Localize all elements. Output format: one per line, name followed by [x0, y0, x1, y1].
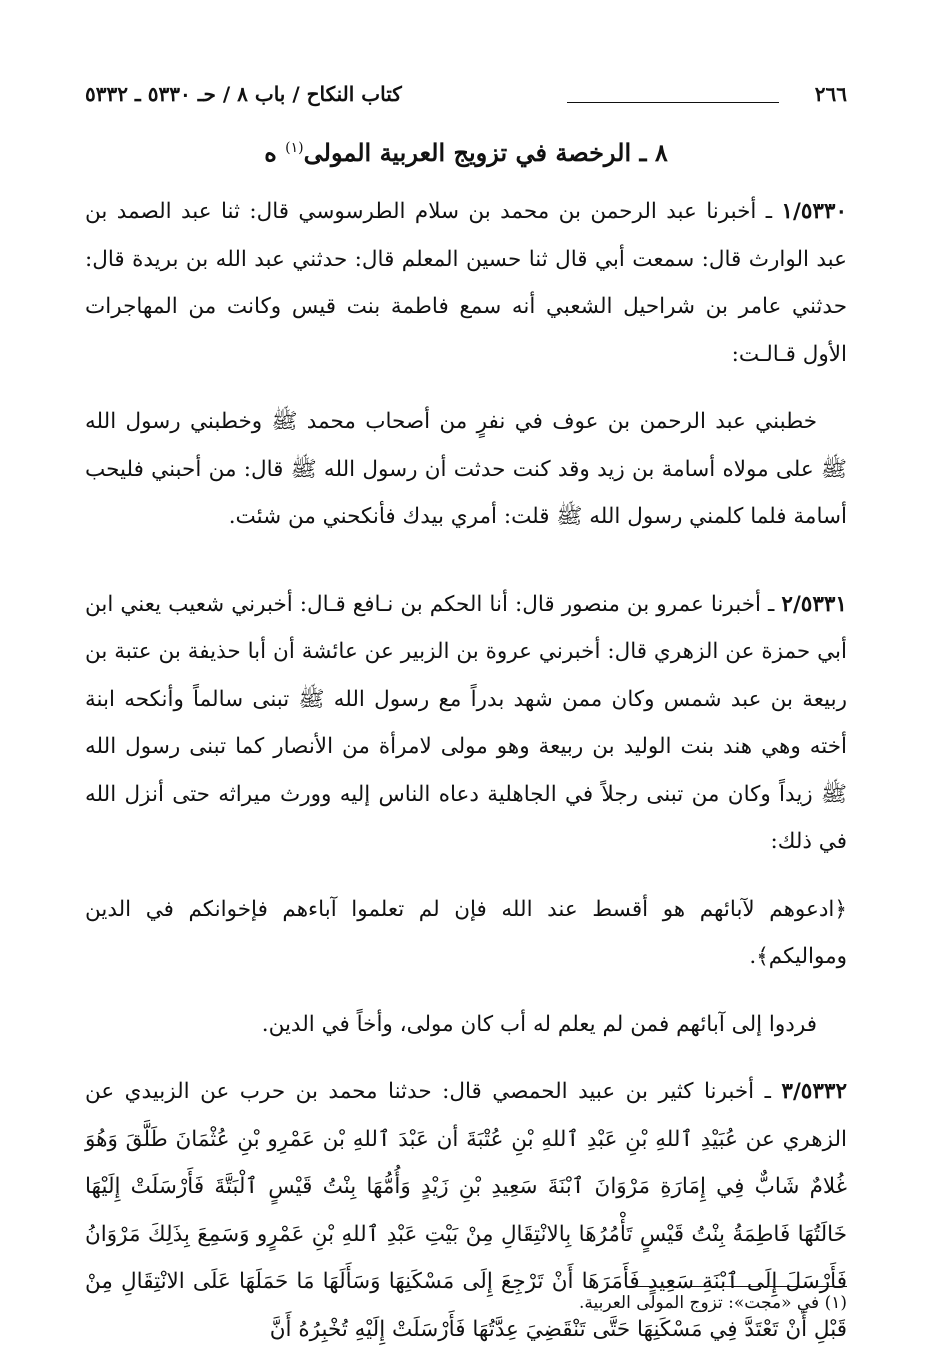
running-header [85, 82, 847, 112]
footnote-rule [629, 1286, 847, 1287]
quran-quote: ﴿ادعوهم لآبائهم هو أقسط عند الله فإن لم تعلموا آباءهم فإخوانكم في الدين ومواليكم﴾. [85, 896, 847, 969]
running-title: كتاب النكاح / باب ٨ / حـ ٥٣٣٠ ـ ٥٣٣٢ [85, 82, 402, 106]
footnote: (١) في «مجت»: تزوج المولى العربية. [578, 1293, 847, 1313]
hadith-number: ١/٥٣٣٠ [781, 199, 848, 224]
hadith-5331-text [85, 581, 847, 866]
paragraph-gap [85, 866, 847, 886]
hadith-body: ـ أخبرنا كثير بن عبيد الحمصي قال: حدثنا محمد بن حرب عن الزبيدي عن الزهري عن عُبَيْدِ ٱللهِ بْنِ عَبْدِ ٱللهِ بْنِ عُتْبَةَ أن عَبْدَ ٱللهِ بْن عَمْرِو بْنِ عُثْمَانَ طَلَّقَ وَهُوَ غُلامٌ شَابٌّ فِي إِمَارَةِ مَرْوَانَ ٱبْنَةَ سَعِيدِ بْنِ زَيْدٍ وَأُمُّهَا بِنْتُ قَيْسٍ ٱلْبَتَّةَ فَأَرْسَلَتْ إِلَيْهَا خَالَتُهَا فَاطِمَةُ بِنْتُ قَيْسٍ تَأْمُرُهَا بِالانْتِقَالِ مِنْ بَيْتِ عَبْدِ ٱللهِ بْنِ عَمْرٍو وَسَمِعَ بِذَلِكَ مَرْوَانُ فَأَرْسَلَ إِلَى ٱبْنَةِ سَعِيدٍ فَأَمَرَهَا أَنْ تَرْجِعَ إِلَى مَسْكَنِهَا وَسَأَلَهَا مَا حَمَلَهَا عَلَى الانْتِقَالِ مِنْ قَبْلِ أَنْ تَعْتَدَّ فِي مَسْكَنِهَا حَتَّى تَنْقَضِيَ عِدَّتُهَا فَأَرْسَلَتْ إِلَيْهِ تُخْبِرُهُ أَنَّ [85, 1079, 847, 1342]
hadith-5330-isnad [85, 188, 847, 378]
book-page [85, 70, 847, 1340]
hadith-number: ٢/٥٣٣١ [781, 591, 847, 617]
header-rule [567, 102, 779, 103]
page-number: ٢٦٦ [814, 82, 847, 106]
paragraph-gap [85, 541, 847, 581]
paragraph-gap [85, 1048, 847, 1068]
paragraph-gap [85, 378, 847, 398]
hadith-body: ـ أخبرنا عمرو بن منصور قال: أنا الحكم بن نـافع قـال: أخبرني شعيب يعني ابن أبي حمزة عن الزهري قال: أخبرني عروة بن الزبير عن عائشة أن أبا حذيفة بن عتبة بن ربيعة بن عبد شمس وكان ممن شهد بدراً مع رسول الله ﷺ تبنى سالماً وأنكحه ابنة أخته وهي هند بنت الوليد بن ربيعة وهو مولى لامرأة من الأنصار كما تبنى رسول الله ﷺ زيداً وكان من تبنى رجلاً في الجاهلية دعاه الناس إليه وورث ميراثه حتى أنزل الله في ذلك: [85, 591, 847, 854]
footnote-reference: (١) [285, 140, 304, 156]
chapter-heading [85, 138, 847, 167]
paragraph-gap [85, 981, 847, 1001]
hadith-5331-conclusion: فردوا إلى آبائهم فمن لم يعلم له أب كان مولى، وأخاً في الدين. [261, 1011, 817, 1037]
hadith-5330-matn: خطبني عبد الرحمن بن عوف في نفرٍ من أصحاب محمد ﷺ وخطبني رسول الله ﷺ على مولاه أسامة بن زيد وقد كنت حدثت أن رسول الله ﷺ قال: من أحبني فليحب أسامة فلما كلمني رسول الله ﷺ قلت: أمري بيدك فأنكحني من شئت. [85, 409, 847, 529]
main-text [85, 188, 847, 1353]
hadith-isnad: ـ أخبرنا عبد الرحمن بن محمد بن سلام الطرسوسي قال: ثنا عبد الصمد بن عبد الوارث قال: سمعت أبي قال ثنا حسين المعلم قال: حدثني عبد الله بن بريدة قال: حدثني عامر بن شراحيل الشعبي أنه سمع فاطمة بنت قيس وكانت من المهاجرات الأول قـالـت: [85, 199, 847, 367]
hadith-number: ٣/٥٣٣٢ [781, 1079, 847, 1104]
chapter-title: ٨ ـ الرخصة في تزويج العربية المولى [303, 138, 668, 167]
chapter-end-mark: ه [264, 138, 277, 167]
